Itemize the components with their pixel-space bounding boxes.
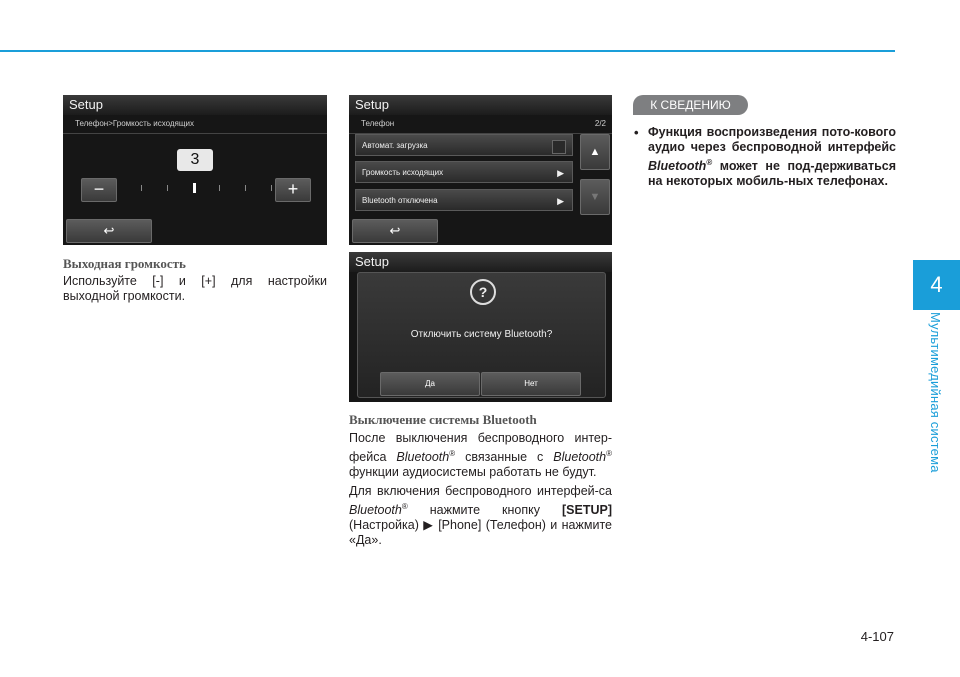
row-auto-download[interactable] <box>355 134 573 156</box>
chapter-title: Мультимедийная система <box>928 312 943 473</box>
page-number: 4-107 <box>860 629 894 644</box>
phone-setup-screen <box>349 95 612 245</box>
chapter-tab: 4 <box>913 260 960 310</box>
scroll-down-button[interactable]: ▼ <box>580 179 610 215</box>
volume-minus-button[interactable]: − <box>81 178 117 202</box>
question-icon: ? <box>470 279 496 305</box>
checkbox[interactable] <box>552 140 566 154</box>
note-bullet: • <box>634 125 639 140</box>
phone-subtitle: Телефон <box>361 119 395 128</box>
back-button[interactable]: ↩ <box>352 219 438 243</box>
row-bluetooth-off[interactable] <box>355 189 573 211</box>
output-volume-text: Используйте [-] и [+] для настройки выходной громкости. <box>63 274 327 303</box>
row-label: Bluetooth отключена <box>362 196 438 205</box>
bluetooth-off-paragraph-1: После выключения беспроводного интер-фейса Bluetooth® связанные с Bluetooth® функции аудиосистемы работать не будут. <box>349 431 612 480</box>
volume-value-box: 3 <box>177 149 213 171</box>
screen-subtitle <box>349 115 612 134</box>
tick <box>141 185 142 191</box>
top-rule <box>0 50 895 52</box>
tick <box>245 185 246 191</box>
note-badge: К СВЕДЕНИЮ <box>633 95 748 115</box>
tick <box>219 185 220 191</box>
bluetooth-dialog-screen <box>349 252 612 402</box>
volume-slider-track[interactable] <box>133 188 263 190</box>
back-button[interactable]: ↩ <box>66 219 152 243</box>
arrow-right-icon: ▶ <box>557 168 564 178</box>
page-indicator: 2/2 <box>594 119 606 128</box>
scroll-up-button[interactable]: ▲ <box>580 134 610 170</box>
section-heading-output-volume: Выходная громкость <box>63 256 186 271</box>
row-outgoing-volume[interactable] <box>355 161 573 183</box>
note-text: Функция воспроизведения пото-кового аудио через беспроводной интерфейс Bluetooth® может не под-держиваться на некоторых мобиль-ных телефонах. <box>648 125 896 189</box>
dialog-message: Отключить систему Bluetooth? <box>410 329 553 340</box>
triangle-right-icon: ▶ <box>423 518 434 533</box>
yes-button[interactable]: Да <box>380 372 480 396</box>
tick <box>271 185 272 191</box>
volume-setup-screen <box>63 95 327 245</box>
no-button[interactable]: Нет <box>481 372 581 396</box>
screen-header: Setup <box>349 252 612 272</box>
row-label: Автомат. загрузка <box>362 141 428 150</box>
screen-header: Setup <box>63 95 327 115</box>
row-label: Громкость исходящих <box>362 168 444 177</box>
bluetooth-off-paragraph-2: Для включения беспроводного интерфей-са Bluetooth® нажмите кнопку [SETUP] (Настройка) ▶ [Phone] (Телефон) и нажмите «Да». <box>349 484 612 548</box>
screen-header: Setup <box>349 95 612 115</box>
screen-subtitle: Телефон>Громкость исходящих <box>63 115 327 134</box>
section-heading-bluetooth-off: Выключение системы Bluetooth <box>349 412 537 427</box>
volume-slider-handle[interactable] <box>193 183 196 193</box>
arrow-right-icon: ▶ <box>557 196 564 206</box>
volume-plus-button[interactable]: + <box>275 178 311 202</box>
tick <box>167 185 168 191</box>
